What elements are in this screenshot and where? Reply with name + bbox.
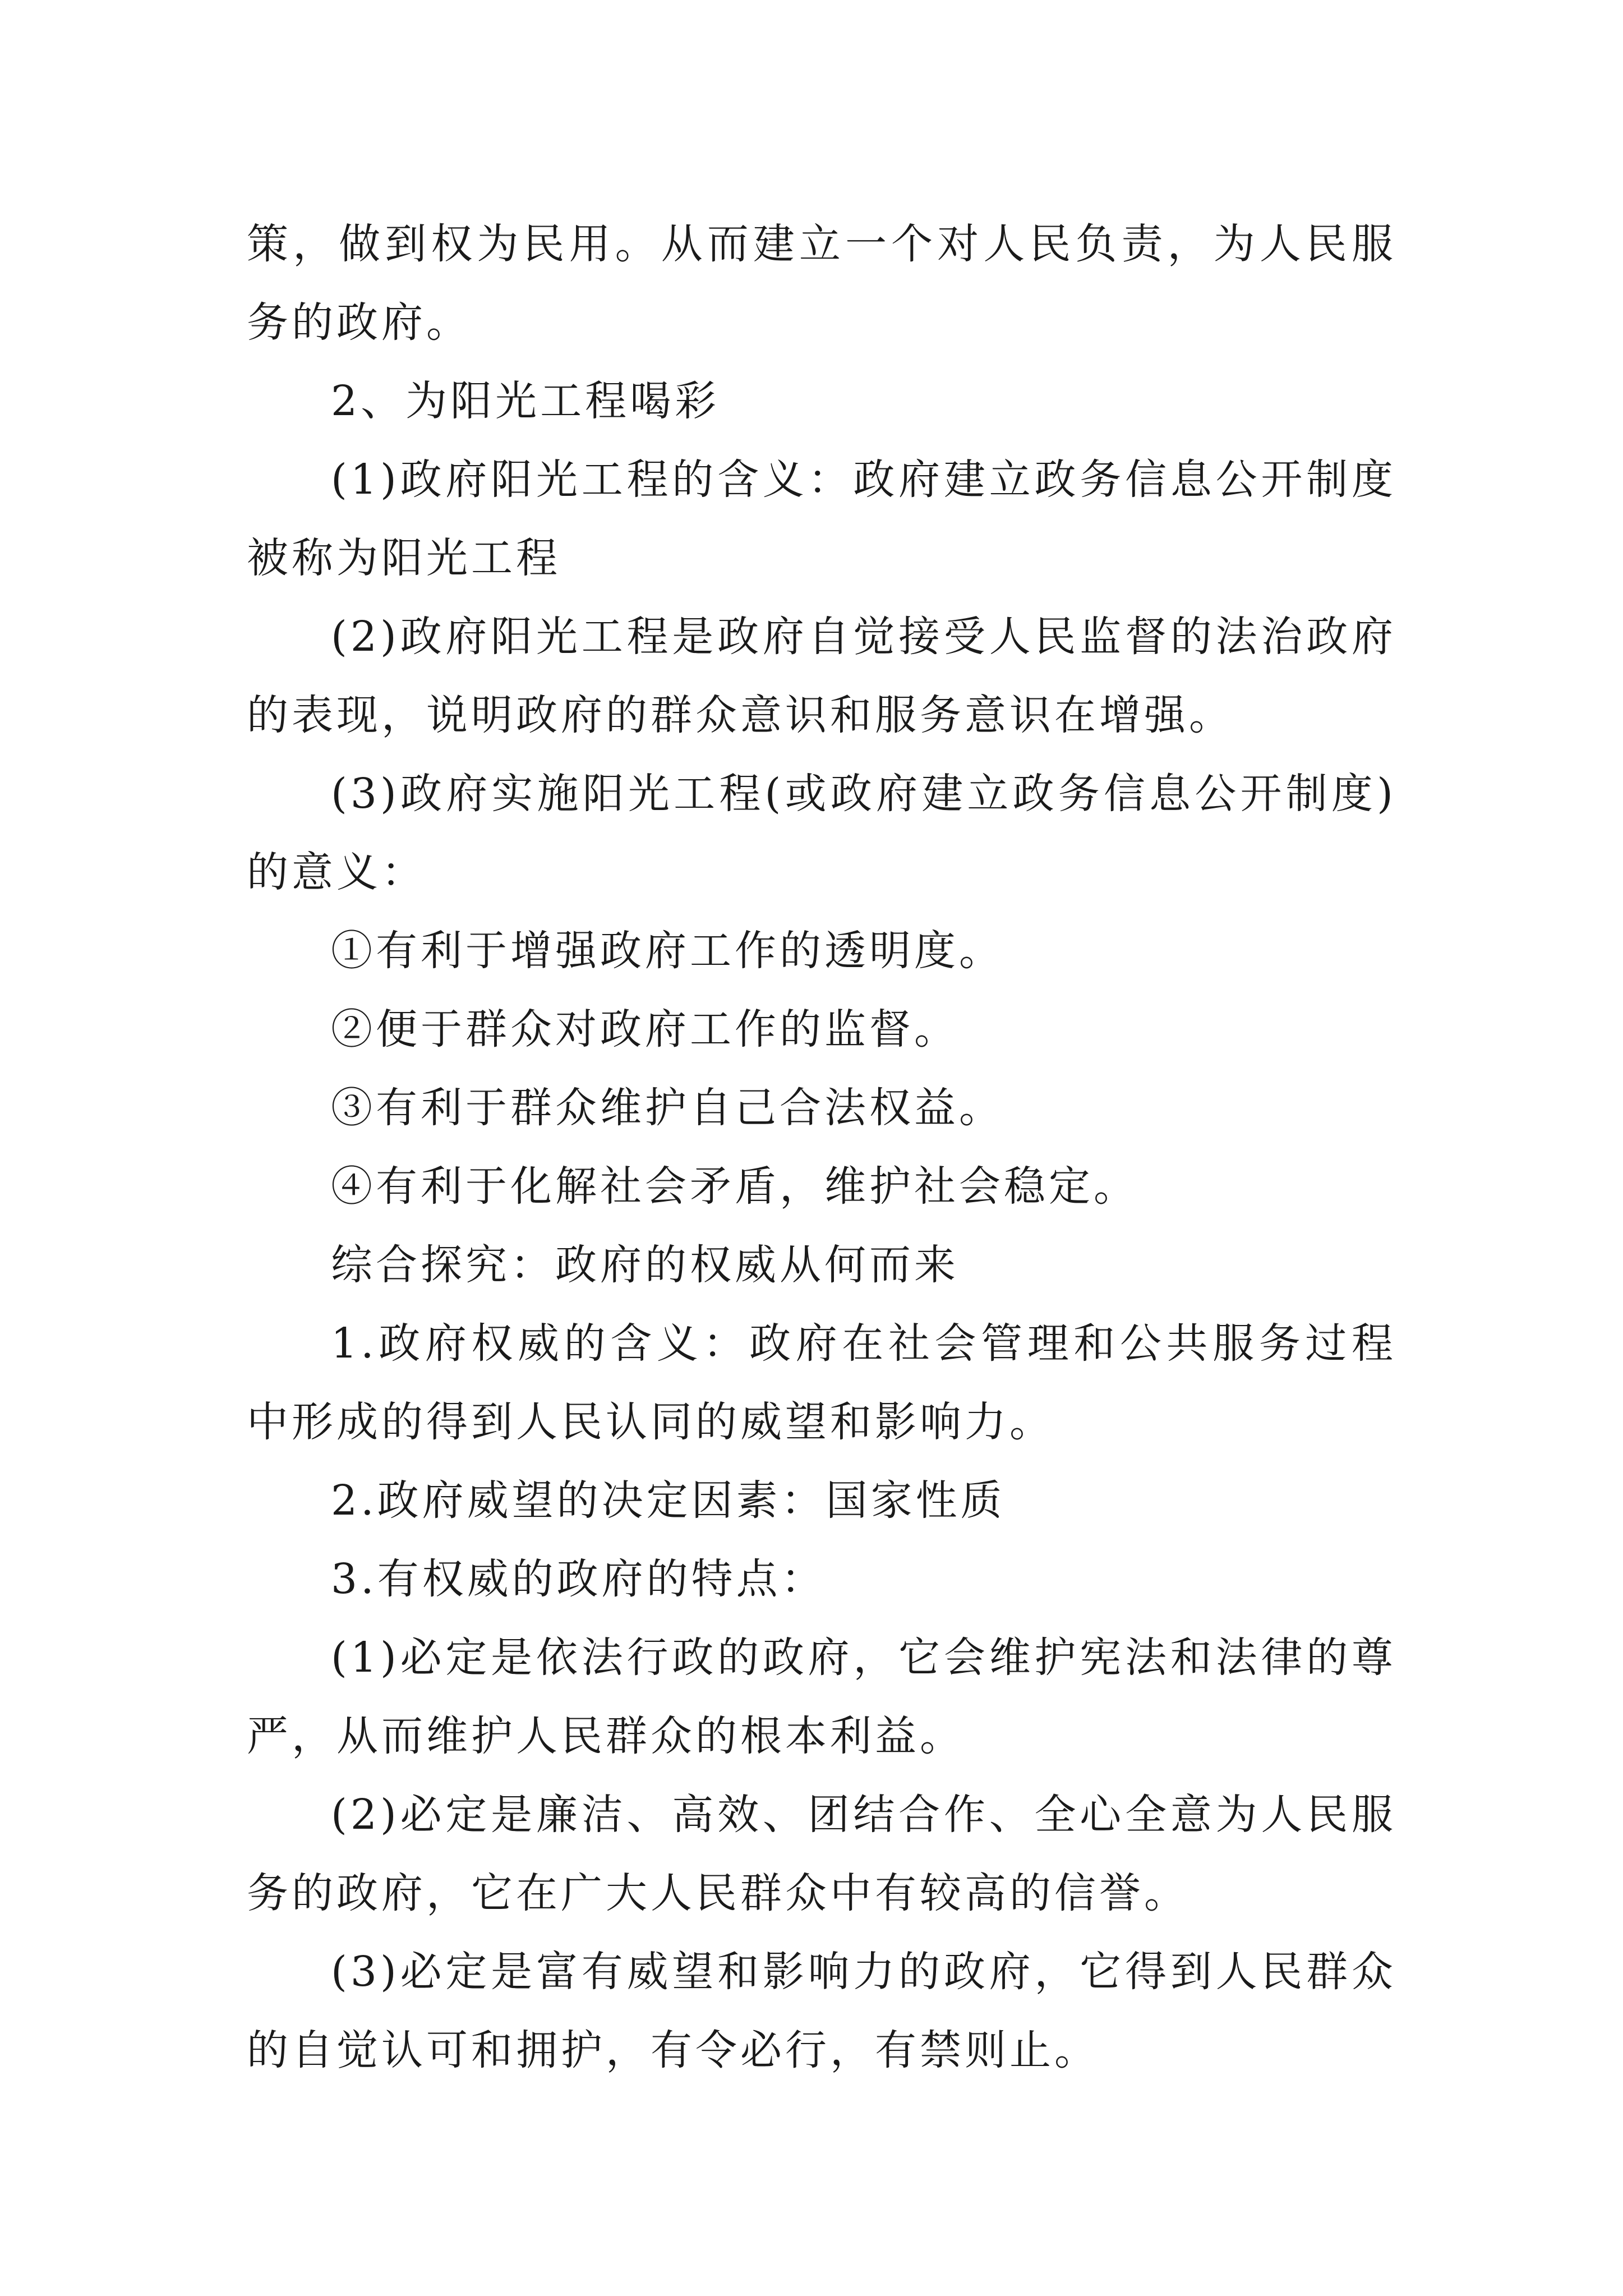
paragraph-authority-factor: 2.政府威望的决定因素：国家性质 — [331, 1476, 1006, 1525]
list-item-supervision: ②便于群众对政府工作的监督。 — [331, 1005, 959, 1053]
paragraph-manifestation: (2)政府阳光工程是政府自觉接受人民监督的法治政府的表现，说明政府的群众意识和服务意识在增强。 — [247, 613, 1396, 739]
list-item-transparency: ①有利于增强政府工作的透明度。 — [331, 927, 1004, 975]
paragraph-feature-prestige: (3)必定是富有威望和影响力的政府，它得到人民群众的自觉认可和拥护，有令必行，有禁则止。 — [247, 1948, 1396, 2074]
list-item-rights: ③有利于群众维护自己合法权益。 — [331, 1084, 1004, 1132]
paragraph-significance: (3)政府实施阳光工程(或政府建立政务信息公开制度)的意义： — [247, 770, 1396, 896]
paragraph-definition: (1)政府阳光工程的含义：政府建立政务信息公开制度被称为阳光工程 — [247, 455, 1396, 582]
list-item-stability: ④有利于化解社会矛盾，维护社会稳定。 — [331, 1162, 1138, 1211]
section-heading-sunshine-project: 2、为阳光工程喝彩 — [331, 377, 720, 425]
paragraph-feature-rule-of-law: (1)必定是依法行政的政府，它会维护宪法和法律的尊严，从而维护人民群众的根本利益。 — [247, 1634, 1396, 1760]
paragraph-authority-definition: 1.政府权威的含义：政府在社会管理和公共服务过程中形成的得到人民认同的威望和影响力。 — [247, 1319, 1396, 1446]
paragraph-feature-integrity: (2)必定是廉洁、高效、团结合作、全心全意为人民服务的政府，它在广大人民群众中有较高的信誉。 — [247, 1791, 1396, 1917]
section-heading-comprehensive-inquiry: 综合探究：政府的权威从何而来 — [331, 1241, 959, 1289]
paragraph-authority-features: 3.有权威的政府的特点： — [331, 1555, 826, 1603]
document-body — [247, 205, 1396, 2090]
paragraph-continuation: 策，做到权为民用。从而建立一个对人民负责，为人民服务的政府。 — [247, 220, 1396, 347]
